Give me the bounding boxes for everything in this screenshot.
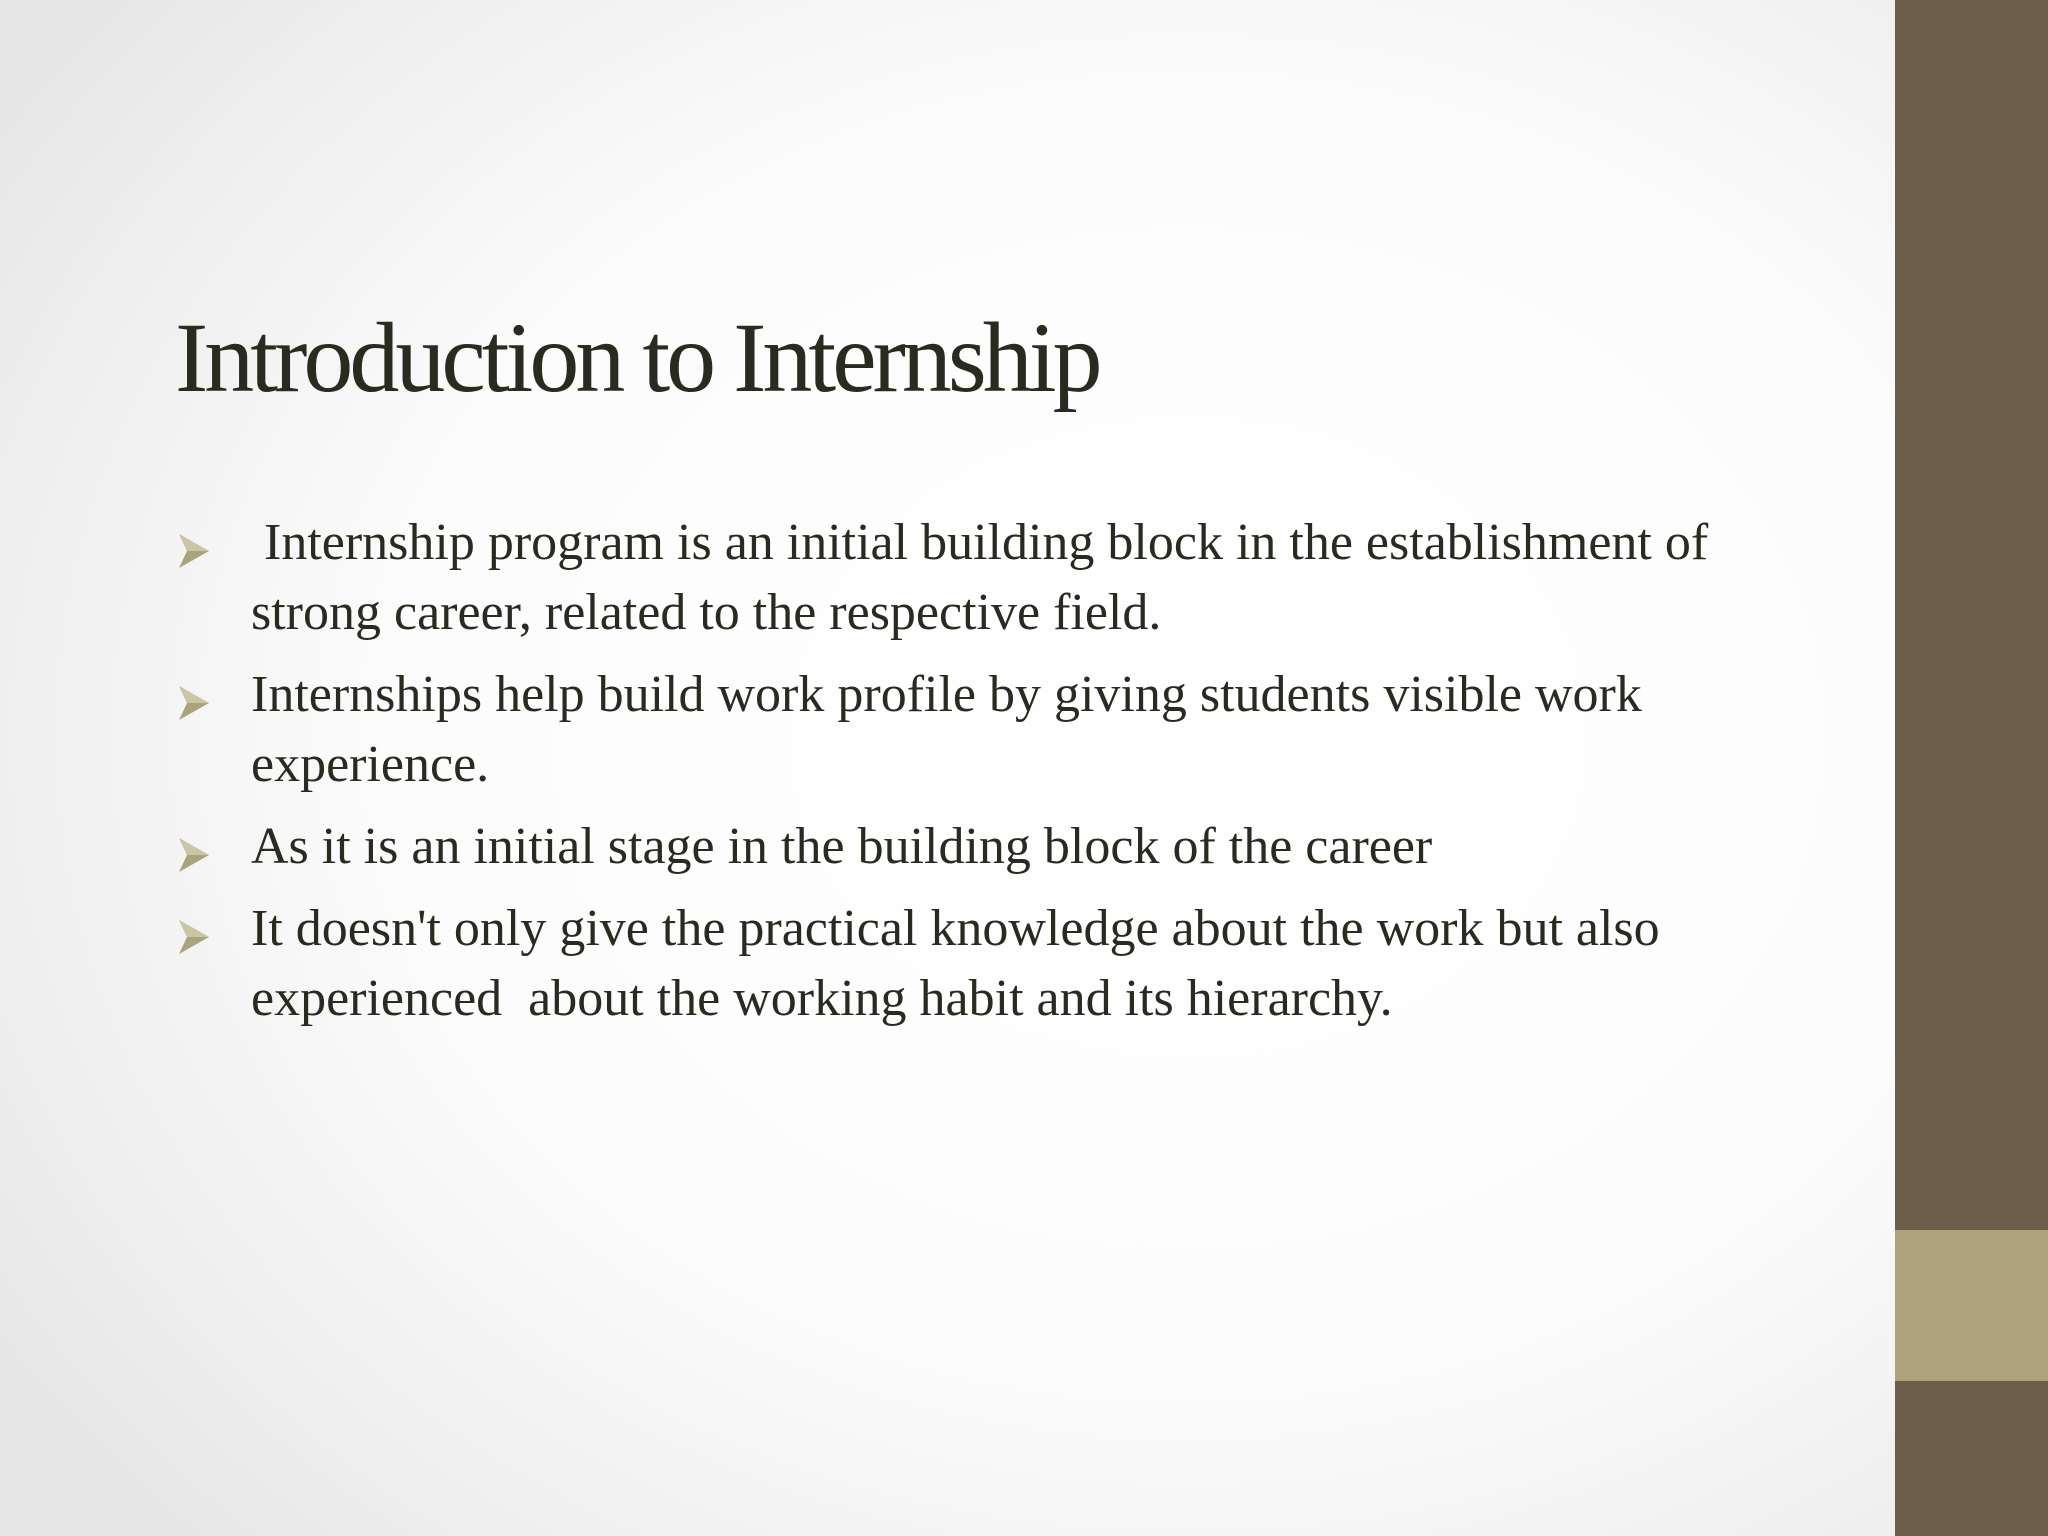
slide-title: Introduction to Internship [175,302,1099,413]
decorative-side-bar-accent [1895,1230,2048,1381]
bullet-item [175,894,1815,1034]
bullet-item [175,812,1815,882]
bullet-list [175,508,1815,1046]
arrowhead-bullet-icon [179,838,209,872]
bullet-text: It doesn't only give the practical knowledge about the work but also experienced about the working habit and its hierarchy. [251,900,1673,1027]
arrowhead-bullet-icon [179,920,209,954]
bullet-text: Internship program is an initial building block in the establishment of strong career, related to the respective field. [251,514,1722,641]
bullet-item [175,508,1815,648]
bullet-text: As it is an initial stage in the building block of the career [251,818,1433,875]
bullet-text: Internships help build work profile by giving students visible work experience. [251,666,1642,793]
arrowhead-bullet-icon [179,686,209,720]
bullet-item [175,660,1815,800]
arrowhead-bullet-icon [179,534,209,568]
